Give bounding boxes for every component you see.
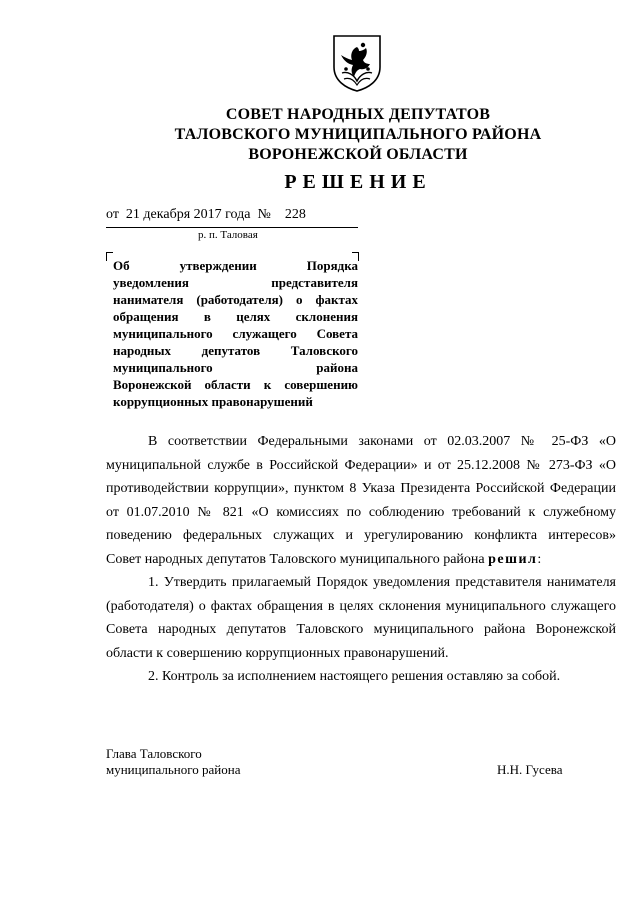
date-number-line: от 21 декабря 2017 года № 228 bbox=[106, 207, 306, 222]
body-line bbox=[106, 548, 616, 572]
org-name-line-2: ТАЛОВСКОГО МУНИЦИПАЛЬНОГО РАЙОНА bbox=[174, 126, 542, 143]
org-name-line-3: ВОРОНЕЖСКОЙ ОБЛАСТИ bbox=[248, 146, 468, 163]
body-line: противодействии коррупции», пунктом 8 Указа Президента Российской Федерации bbox=[106, 481, 616, 496]
resolved-colon: : bbox=[537, 551, 542, 567]
coat-of-arms-icon bbox=[330, 33, 384, 93]
subject-line: обращения в целях склонения bbox=[113, 309, 358, 324]
body-line: 2. Контроль за исполнением настоящего решения оставляю за собой. bbox=[148, 669, 561, 684]
subject-line: нанимателя (работодателя) о фактах bbox=[113, 292, 358, 307]
body-line: Совета народных депутатов Таловского муниципального района Воронежской bbox=[106, 622, 616, 637]
subject-bracket-left bbox=[106, 252, 113, 261]
body-line: (работодателя) о фактах обращения в целях склонения муниципального служащего bbox=[106, 598, 616, 614]
subject-line: народных депутатов Таловского bbox=[113, 343, 358, 358]
body-line: В соответствии Федеральными законами от 02.03.2007 № 25-ФЗ «О bbox=[148, 434, 616, 449]
subject-line: муниципального служащего Совета bbox=[113, 326, 358, 341]
subject-line: коррупционных правонарушений bbox=[113, 394, 313, 409]
body-line: от 01.07.2010 № 821 «О комиссиях по соблюдению требований к служебному bbox=[106, 504, 616, 520]
subject-title bbox=[113, 257, 358, 410]
subject-line: Воронежской области к совершению bbox=[113, 377, 358, 392]
place-of-issue: р. п. Таловая bbox=[198, 229, 258, 241]
subject-line: муниципального района bbox=[113, 360, 358, 375]
body-line: муниципальной службе в Российской Федерации» и от 25.12.2008 № 273-ФЗ «О bbox=[106, 457, 616, 473]
body-line: области к совершению коррупционных правонарушений. bbox=[106, 645, 449, 661]
body-line: 1. Утвердить прилагаемый Порядок уведомления представителя нанимателя bbox=[148, 575, 616, 590]
signatory-title-line-1: Глава Таловского bbox=[106, 746, 202, 761]
signatory-title-line-2: муниципального района bbox=[106, 762, 241, 777]
document-type-title: РЕШЕНИЕ bbox=[284, 171, 432, 193]
signatory-title bbox=[106, 746, 240, 778]
body-line: поведению федеральных служащих и урегулированию конфликта интересов» bbox=[106, 528, 616, 543]
body-line-text: Совет народных депутатов Таловского муниципального района bbox=[106, 551, 489, 567]
decision-body bbox=[106, 430, 616, 689]
date-underline bbox=[106, 227, 358, 228]
resolved-word: решил bbox=[488, 551, 538, 567]
subject-line: уведомления представителя bbox=[113, 275, 358, 290]
signatory-name: Н.Н. Гусева bbox=[497, 762, 563, 777]
subject-line: Об утверждении Порядка bbox=[113, 258, 358, 273]
org-name-line-1: СОВЕТ НАРОДНЫХ ДЕПУТАТОВ bbox=[225, 106, 491, 123]
